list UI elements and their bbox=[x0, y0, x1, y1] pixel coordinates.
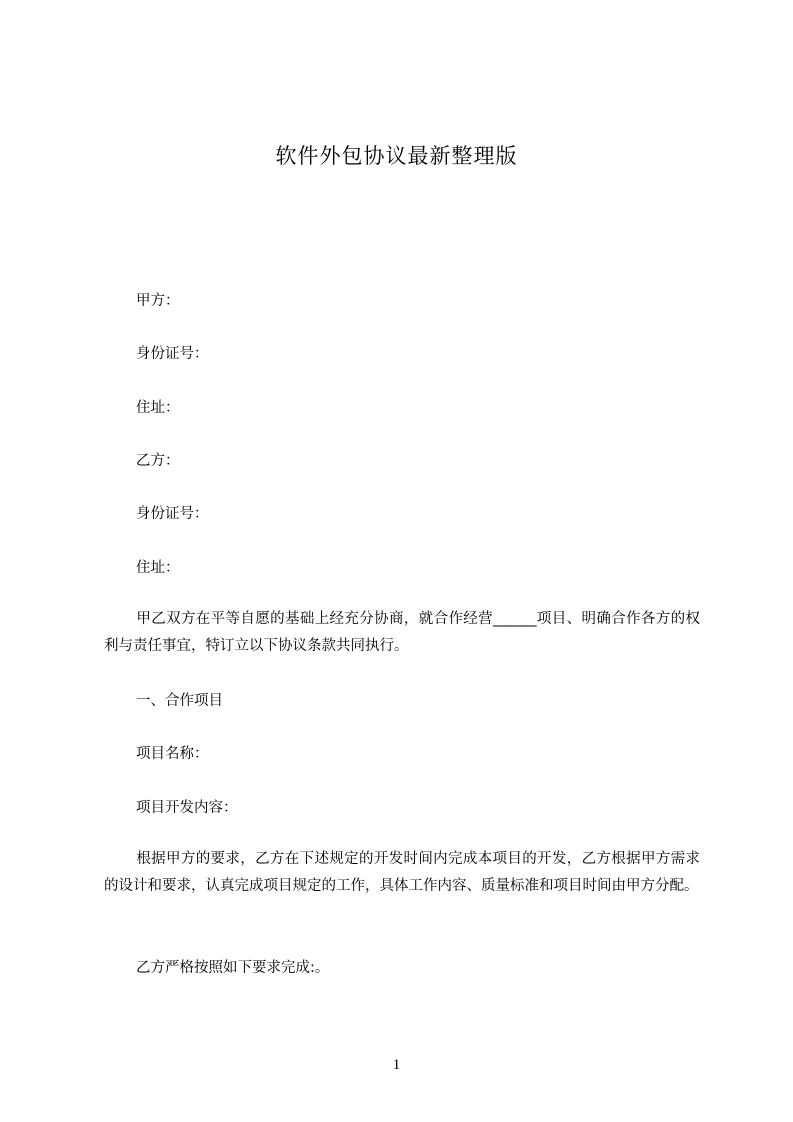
project-name-label: 项目名称： bbox=[136, 746, 209, 762]
party-a-label: 甲方： bbox=[136, 293, 180, 309]
party-b-label: 乙方： bbox=[136, 453, 180, 469]
intro-paragraph-text: 甲乙双方在平等自愿的基础上经充分协商，就合作经营______项目、明确合作各方的权利与责任事宜，特订立以下协议条款共同执行。 bbox=[104, 611, 700, 654]
completion-line: 乙方严格按照如下要求完成:。 bbox=[136, 960, 330, 976]
intro-paragraph bbox=[104, 606, 700, 660]
party-a-id-label: 身份证号： bbox=[136, 346, 209, 362]
party-a-address-label: 住址： bbox=[136, 400, 180, 416]
requirement-paragraph-text: 根据甲方的要求，乙方在下述规定的开发时间内完成本项目的开发，乙方根据甲方需求的设计和要求，认真完成项目规定的工作，具体工作内容、质量标准和项目时间由甲方分配。 bbox=[104, 851, 700, 894]
requirement-paragraph bbox=[104, 846, 700, 900]
document-title: 软件外包协议最新整理版 bbox=[275, 144, 518, 168]
party-b-address-label: 住址： bbox=[136, 560, 180, 576]
party-b-id-label: 身份证号： bbox=[136, 506, 209, 522]
project-content-label: 项目开发内容： bbox=[136, 800, 238, 816]
section-1-heading: 一、合作项目 bbox=[136, 693, 223, 709]
page-number: 1 bbox=[392, 1057, 401, 1073]
